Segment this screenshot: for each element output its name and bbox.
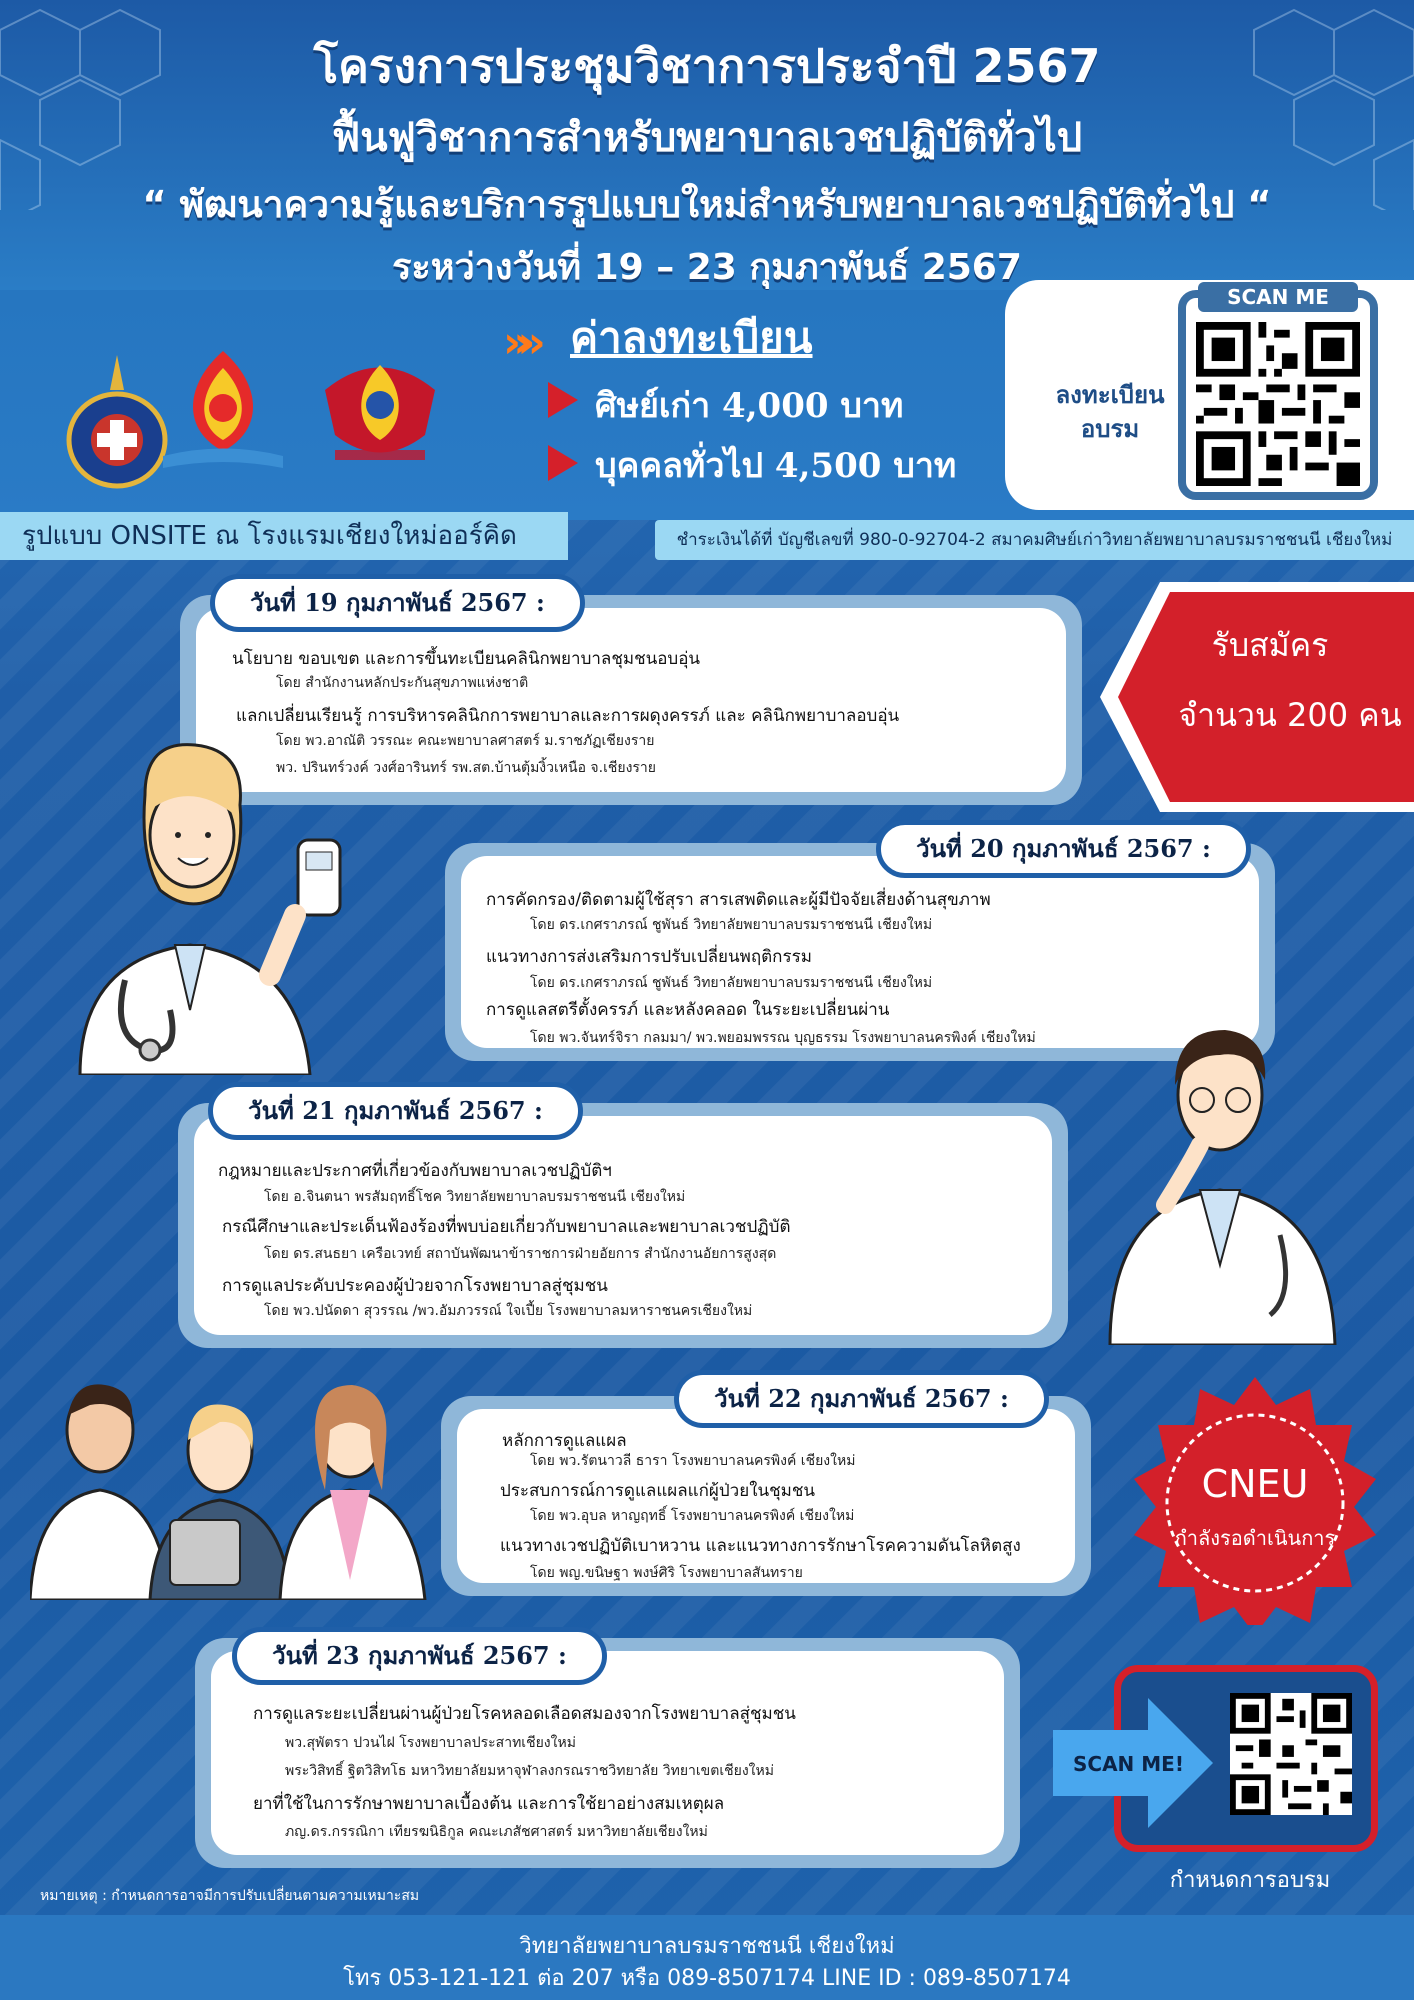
header-title-line1: โครงการประชุมวิชาการประจำปี 2567 xyxy=(313,39,1101,93)
header-title-line2: ฟื้นฟูวิชาการสำหรับพยาบาลเวชปฏิบัติทั่วไป xyxy=(331,115,1083,161)
schedule-caption: กำหนดการอบรม xyxy=(1169,1868,1331,1893)
day2-item3-speaker: โดย พว.จันทร์จิรา กลมมา/ พว.พยอมพรรณ บุญธรรม โรงพยาบาลนครพิงค์ เชียงใหม่ xyxy=(530,1030,1036,1046)
fee-title: ค่าลงทะเบียน xyxy=(570,313,813,362)
day5-item2-title: ยาที่ใช้ในการรักษาพยาบาลเบื้องต้น และการใช้ยาอย่างสมเหตุผล xyxy=(253,1794,725,1814)
day1-item1-title: นโยบาย ขอบเขต และการขึ้นทะเบียนคลินิกพยาบาลชุมชนอบอุ่น xyxy=(232,649,701,669)
day4-item3-speaker: โดย พญ.ขนิษฐา พงษ์ศิริ โรงพยาบาลสันทราย xyxy=(530,1565,803,1581)
day3-item2-title: กรณีศึกษาและประเด็นฟ้องร้องที่พบบ่อยเกี่ยวกับพยาบาลและพยาบาลเวชปฏิบัติ xyxy=(222,1217,791,1237)
apply-quota: จำนวน 200 คน xyxy=(1178,696,1402,734)
day4-date: วันที่ 22 กุมภาพันธ์ 2567 : xyxy=(674,1370,1049,1428)
schedule-qr-code[interactable] xyxy=(1230,1693,1352,1815)
apply-title: รับสมัคร xyxy=(1211,626,1329,664)
day5-item1-speaker2: พระวิสิทธิ์ ฐิตวิสิทโธ มหาวิทยาลัยมหาจุฬาลงกรณราชวิทยาลัย วิทยาเขตเชียงใหม่ xyxy=(285,1763,774,1779)
alumni-association-logo xyxy=(310,350,450,480)
day4-item1-title: หลักการดูแลแผล xyxy=(502,1431,627,1451)
day1-item2-speaker2: พว. ปรินทร์วงค์ วงศ์อารินทร์ รพ.สต.บ้านตุ้มงิ้วเหนือ จ.เชียงราย xyxy=(276,760,656,776)
cneu-status: กำลังรอดำเนินการ xyxy=(1174,1526,1336,1550)
footer-organization: วิทยาลัยพยาบาลบรมราชชนนี เชียงใหม่ xyxy=(519,1934,895,1959)
day4-item2-speaker: โดย พว.อุบล หาญฤทธิ์ โรงพยาบาลนครพิงค์ เชียงใหม่ xyxy=(530,1508,855,1524)
chevron-icon: »» xyxy=(503,317,532,368)
payment-info: ชำระเงินได้ที่ บัญชีเลขที่ 980-0-92704-2 สมาคมศิษย์เก่าวิทยาลัยพยาบาลบรมราชชนนี เชียงใหม่ xyxy=(655,520,1414,560)
arrow-bullet-icon xyxy=(548,382,578,418)
day2-date: วันที่ 20 กุมภาพันธ์ 2567 : xyxy=(876,820,1251,878)
day3-item1-title: กฎหมายและประกาศที่เกี่ยวข้องกับพยาบาลเวชปฏิบัติฯ xyxy=(218,1161,612,1181)
day1-item1-speaker: โดย สำนักงานหลักประกันสุขภาพแห่งชาติ xyxy=(276,675,529,691)
female-doctor-illustration xyxy=(40,730,370,1075)
day2-item2-speaker: โดย ดร.เกศราภรณ์ ชูพันธ์ วิทยาลัยพยาบาลบรมราชชนนี เชียงใหม่ xyxy=(530,975,933,991)
scan-me-label: SCAN ME xyxy=(1198,282,1358,312)
day4-item2-title: ประสบการณ์การดูแลแผลแก่ผู้ป่วยในชุมชน xyxy=(500,1481,816,1501)
fee-general: บุคคลทั่วไป 4,500 บาท xyxy=(595,446,957,486)
day4-item1-speaker: โดย พว.รัตนาวลี ธารา โรงพยาบาลนครพิงค์ เชียงใหม่ xyxy=(530,1453,856,1469)
registration-qr-code[interactable] xyxy=(1196,322,1360,486)
day4-item3-title: แนวทางเวชปฏิบัติเบาหวาน และแนวทางการรักษาโรคความดันโลหิตสูง xyxy=(500,1536,1021,1556)
medical-team-illustration xyxy=(30,1360,440,1600)
nursing-college-logo xyxy=(153,346,293,481)
day5-item2-speaker: ภญ.ดร.กรรณิกา เทียรฆนิธิกูล คณะเภสัชศาสตร์ มหาวิทยาลัยเชียงใหม่ xyxy=(285,1824,708,1840)
fee-alumni: ศิษย์เก่า 4,000 บาท xyxy=(595,386,904,426)
header-title-line3: “ พัฒนาความรู้และบริการรูปแบบใหม่สำหรับพยาบาลเวชปฏิบัติทั่วไป “ xyxy=(142,183,1272,226)
scan-me-arrow-label: SCAN ME! xyxy=(1073,1752,1184,1776)
day5-item1-title: การดูแลระยะเปลี่ยนผ่านผู้ป่วยโรคหลอดเลือดสมองจากโรงพยาบาลสู่ชุมชน xyxy=(253,1704,796,1724)
day3-item1-speaker: โดย อ.จินตนา พรสัมฤทธิ์โชค วิทยาลัยพยาบาลบรมราชชนนี เชียงใหม่ xyxy=(264,1189,686,1205)
day5-item1-speaker: พว.สุพัตรา ปวนไฝ โรงพยาบาลประสาทเชียงใหม่ xyxy=(285,1735,576,1751)
remark-note: หมายเหตุ : กำหนดการอาจมีการปรับเปลี่ยนตามความเหมาะสม xyxy=(40,1888,420,1904)
day5-date: วันที่ 23 กุมภาพันธ์ 2567 : xyxy=(232,1627,607,1685)
registration-text: ลงทะเบียน อบรม xyxy=(1055,381,1165,443)
day1-date: วันที่ 19 กุมภาพันธ์ 2567 : xyxy=(210,574,585,632)
day3-item2-speaker: โดย ดร.สนธยา เครือเวทย์ สถาบันพัฒนาข้าราชการฝ่ายอัยการ สำนักงานอัยการสูงสุด xyxy=(264,1246,777,1262)
header-date-range: ระหว่างวันที่ 19 – 23 กุมภาพันธ์ 2567 xyxy=(392,247,1022,288)
day3-item3-title: การดูแลประคับประคองผู้ป่วยจากโรงพยาบาลสู่ชุมชน xyxy=(222,1276,608,1296)
cneu-title: CNEU xyxy=(1201,1462,1309,1506)
day1-item2-speaker: โดย พว.อาณัติ วรรณะ คณะพยาบาลศาสตร์ ม.ราชภัฏเชียงราย xyxy=(276,733,655,749)
day2-item1-title: การคัดกรอง/ติดตามผู้ใช้สุรา สารเสพติดและผู้มีปัจจัยเสี่ยงด้านสุขภาพ xyxy=(486,890,991,910)
arrow-bullet-icon xyxy=(548,445,578,481)
day1-item2-title: แลกเปลี่ยนเรียนรู้ การบริหารคลินิกการพยาบาลและการผดุงครรภ์ และ คลินิกพยาบาลอบอุ่น xyxy=(236,706,900,726)
male-doctor-illustration xyxy=(1100,1005,1345,1345)
day2-item1-speaker: โดย ดร.เกศราภรณ์ ชูพันธ์ วิทยาลัยพยาบาลบรมราชชนนี เชียงใหม่ xyxy=(530,917,933,933)
day2-item2-title: แนวทางการส่งเสริมการปรับเปลี่ยนพฤติกรรม xyxy=(486,947,812,967)
day3-date: วันที่ 21 กุมภาพันธ์ 2567 : xyxy=(208,1082,583,1140)
day2-item3-title: การดูแลสตรีตั้งครรภ์ และหลังคลอด ในระยะเปลี่ยนผ่าน xyxy=(486,1000,890,1020)
footer-contact: โทร 053-121-121 ต่อ 207 หรือ 089-8507174 LINE ID : 089-8507174 xyxy=(343,1966,1071,1991)
format-banner: รูปแบบ ONSITE ณ โรงแรมเชียงใหม่ออร์คิด xyxy=(0,512,568,560)
day3-item3-speaker: โดย พว.ปนัดดา สุวรรณ /พว.อัมภวรรณ์ ใจเปี้ย โรงพยาบาลมหาราชนครเชียงใหม่ xyxy=(264,1303,753,1319)
